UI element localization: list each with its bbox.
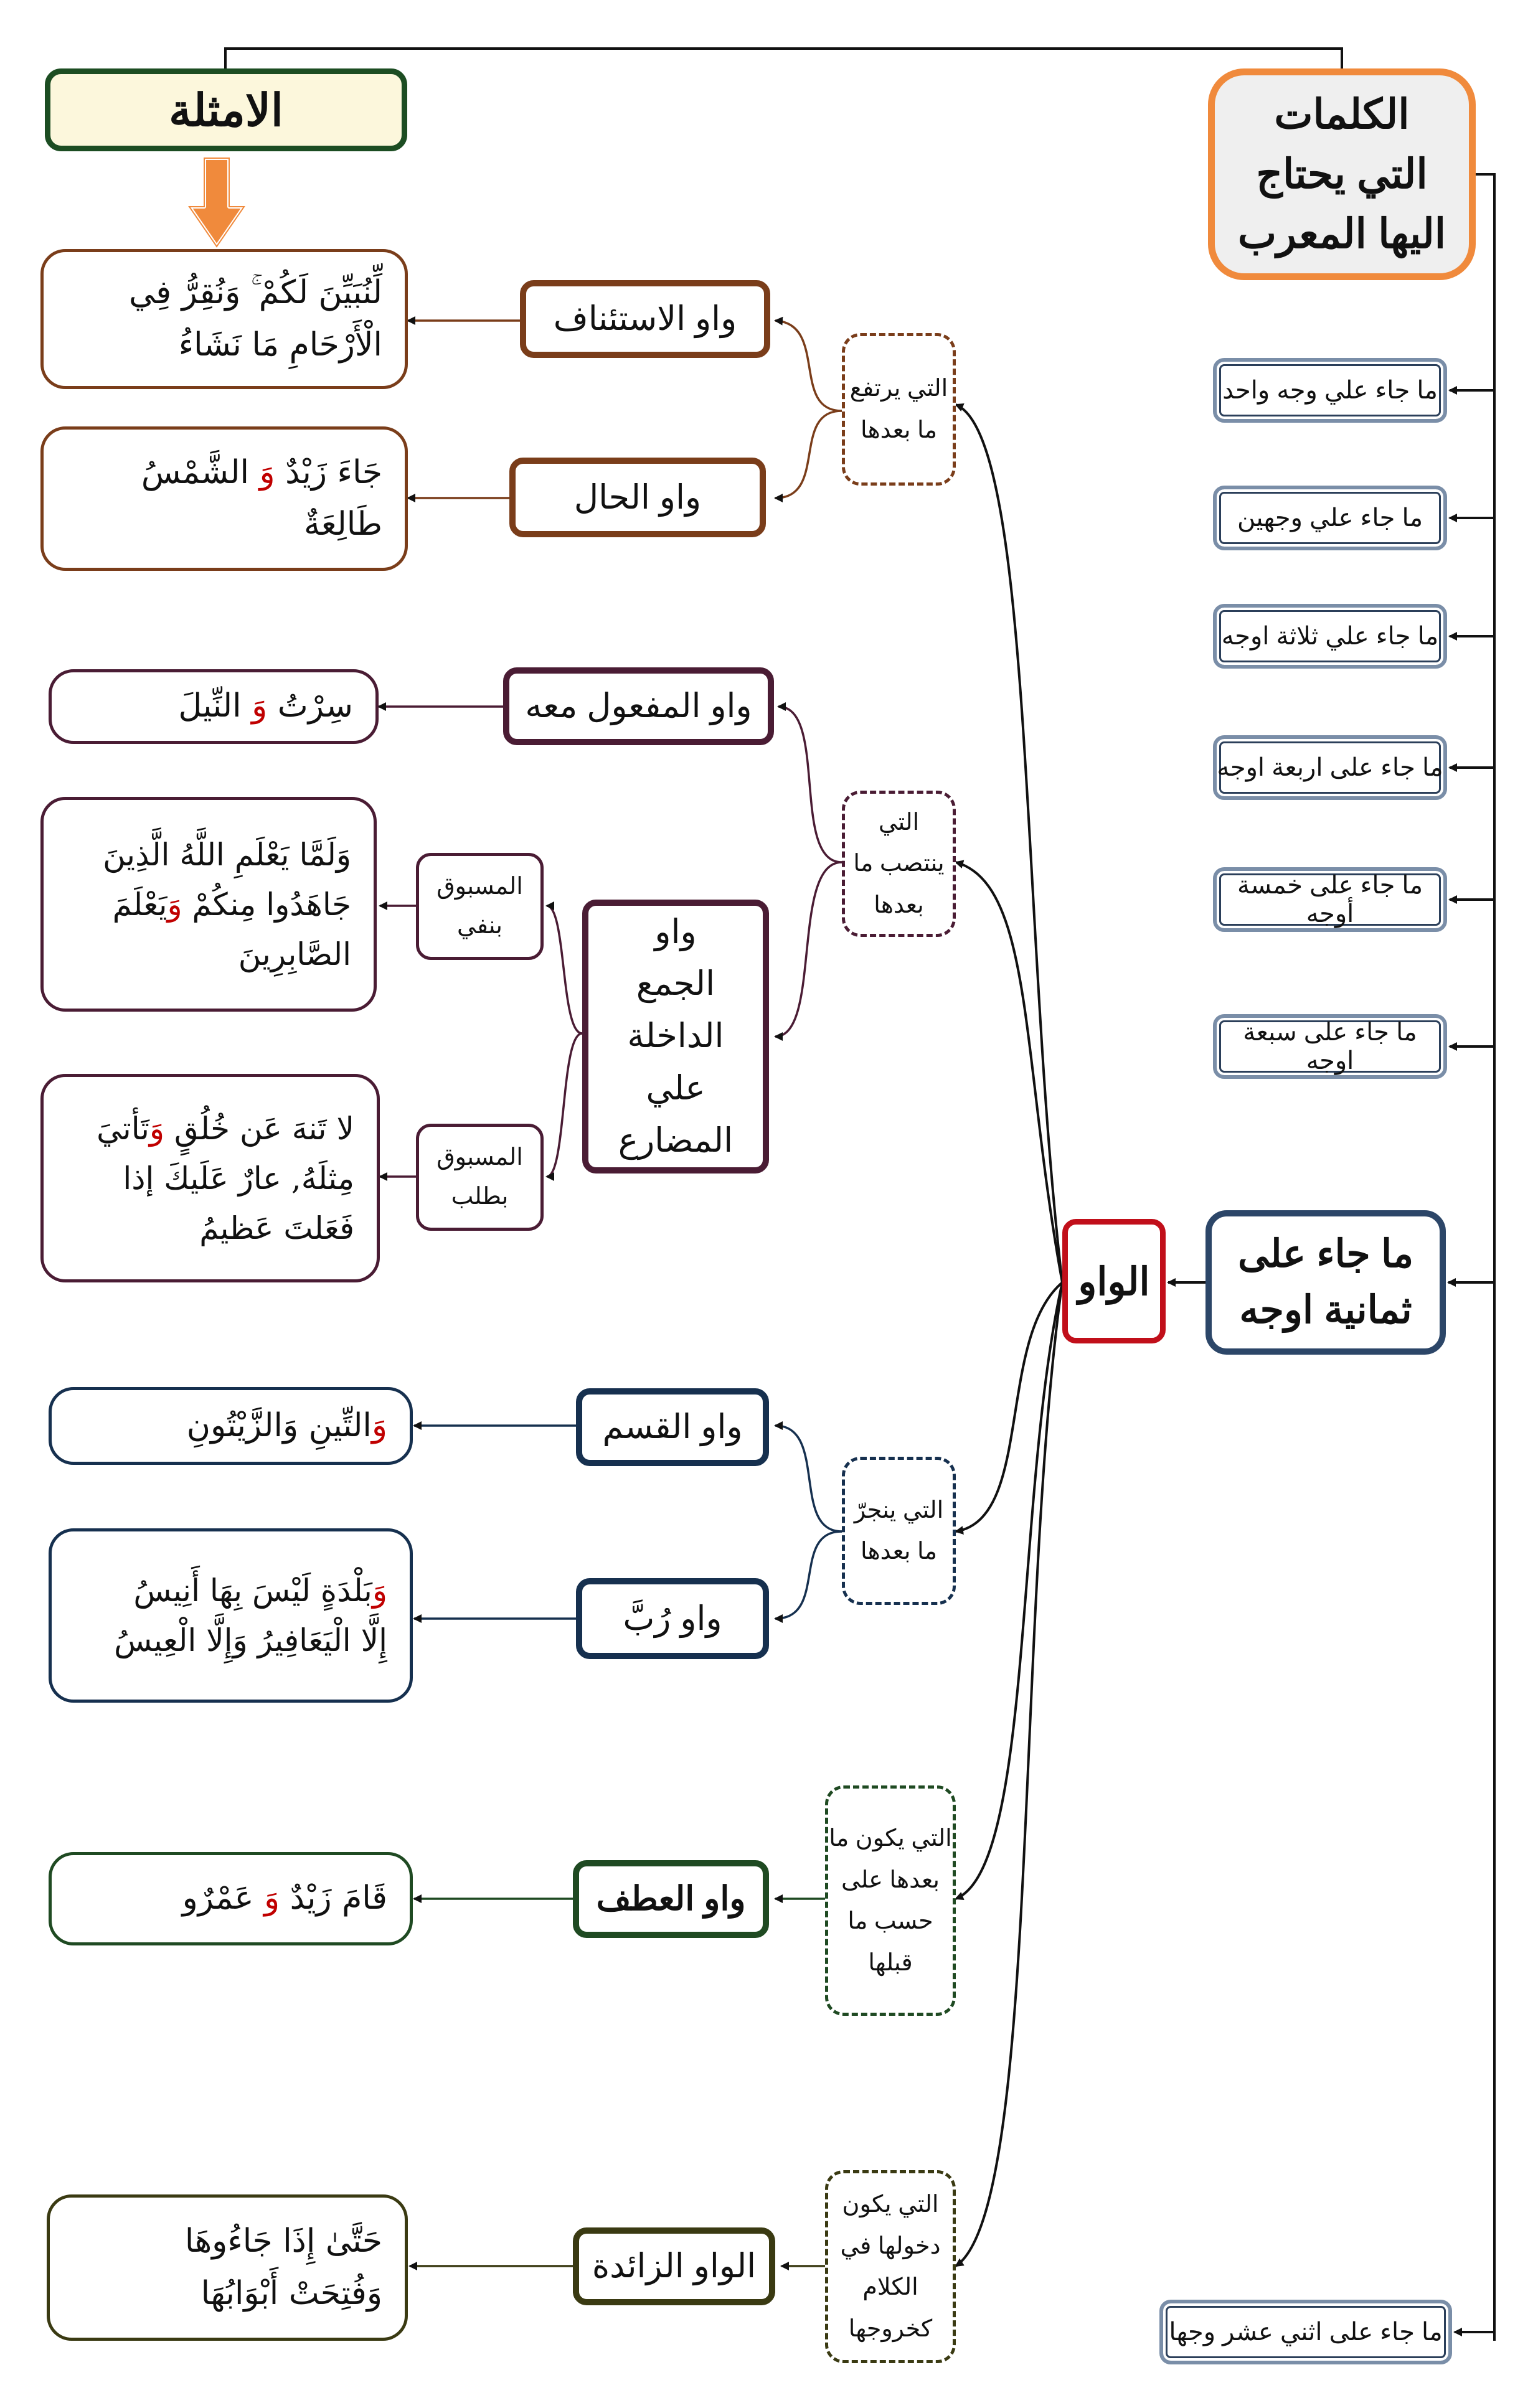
right-spine-line: [1476, 174, 1494, 2341]
example-line: [133, 1566, 387, 1616]
outline-item-four-faces: [1213, 735, 1447, 800]
group-genitive-box: [842, 1457, 956, 1605]
highlighted-waw: وَ: [371, 1406, 387, 1444]
group-raise-box: [842, 333, 956, 486]
example-line: وَفُتِحَتْ أَبْوَابُهَا: [201, 2274, 382, 2312]
example-maful-maahu-box: [49, 669, 379, 744]
example-circumstance-box: [40, 426, 408, 571]
type-resumption-label: واو الاستئناف: [553, 300, 737, 338]
example-oath-box: [49, 1387, 413, 1465]
outline-item-label: ما جاء على اربعة اوجه: [1217, 754, 1443, 781]
example-line: فَعَلتَ عَظيمُ: [199, 1210, 354, 1246]
example-text: سِرْتُ: [267, 687, 353, 725]
outline-item-two-faces: [1213, 486, 1447, 550]
eight-faces-box: [1205, 1210, 1446, 1355]
group-extra-label: التي يكون دخولها في الكلام كخروجها: [840, 2191, 941, 2342]
type-jam-mudari-box: [582, 900, 769, 1173]
condition-talab-box: [416, 1124, 544, 1231]
outline-item-label: ما جاء علي ثلاثة اوجه: [1221, 623, 1439, 650]
condition-nafy-box: [416, 853, 544, 960]
group-accusative-box: [842, 791, 956, 937]
example-line: [179, 680, 353, 732]
example-line: [141, 447, 382, 499]
highlighted-waw: وَ: [259, 453, 275, 491]
example-line: حَتَّىٰ إِذَا جَاءُوهَا: [184, 2222, 382, 2260]
outline-item-label: ما جاء على اثني عشر وجها: [1169, 2318, 1443, 2346]
type-oath-label: واو القسم: [602, 1408, 743, 1446]
outline-item-seven-faces: [1213, 1014, 1447, 1079]
example-text: النِّيلَ: [178, 687, 252, 725]
type-rubba-box: [576, 1578, 769, 1659]
example-text: الشَّمْسُ: [141, 453, 260, 491]
example-line: الْأَرْحَامِ مَا نَشَاءُ: [178, 326, 382, 364]
examples-title-label: الامثلة: [169, 85, 283, 136]
type-resumption-box: [520, 280, 770, 358]
outline-item-one-face: [1213, 358, 1447, 423]
condition-talab-label: المسبوق بطلب: [436, 1144, 523, 1210]
type-extra-label: الواو الزائدة: [592, 2247, 757, 2285]
example-line: إِلَّا الْيَعَافِيرُ وَإِلَّا الْعِيسُ: [114, 1622, 387, 1658]
topic-box: [1208, 68, 1476, 280]
waw-center-label: الواو: [1078, 1260, 1150, 1304]
example-text: لا تَنهَ عَن خُلُقٍ: [164, 1110, 354, 1147]
example-extra-box: [47, 2194, 408, 2341]
outline-item-three-faces: [1213, 604, 1447, 669]
example-resumption-box: [40, 249, 408, 389]
highlighted-waw: وَ: [372, 1573, 387, 1609]
eight-faces-label: ما جاء على ثمانية اوجه: [1237, 1233, 1414, 1332]
outline-item-five-faces: [1213, 867, 1447, 932]
type-conjunction-label: واو العطف: [596, 1880, 746, 1918]
example-text: تَأتيَ: [97, 1110, 149, 1147]
outline-item-twelve-faces: [1159, 2300, 1452, 2364]
group-accusative-label: التي ينتصب ما بعدها: [853, 809, 945, 918]
example-text: التِّينِ وَالزَّيْتُونِ: [186, 1406, 372, 1444]
example-line: طَالِعَةٌ: [303, 506, 382, 543]
example-text: قَامَ زَيْدٌ: [280, 1879, 387, 1917]
examples-title-box: [45, 68, 407, 151]
example-text: جَاءَ زَيْدٌ: [275, 453, 382, 491]
highlighted-waw: وَ: [149, 1110, 165, 1147]
type-maful-maahu-label: واو المفعول معه: [525, 687, 752, 725]
highlighted-waw: وَ: [264, 1879, 280, 1917]
example-line: مِثلَهُ, عارٌ عَلَيكَ إذا: [123, 1160, 354, 1197]
down-arrow-icon: [186, 156, 248, 249]
group-follow-box: [825, 1785, 956, 2016]
group-extra-box: [825, 2170, 956, 2363]
type-rubba-label: واو رُبَّ: [623, 1599, 722, 1637]
example-text: عَمْرٌو: [182, 1879, 265, 1917]
example-text: جَاهَدُوا مِنكُمْ: [182, 886, 351, 923]
highlighted-waw: وَ: [167, 886, 182, 923]
example-text: يَعْلَمَ: [112, 886, 167, 923]
condition-nafy-label: المسبوق بنفي: [436, 873, 523, 939]
example-rubba-box: [49, 1528, 413, 1703]
example-line: [182, 1873, 387, 1924]
type-circumstance-label: واو الحال: [573, 478, 702, 516]
waw-center-box: [1062, 1219, 1166, 1343]
type-extra-box: [573, 2227, 775, 2305]
outline-item-label: ما جاء علي وجهين: [1237, 504, 1423, 532]
highlighted-waw: وَ: [252, 687, 268, 725]
example-line: [113, 880, 351, 929]
outline-item-label: ما جاء علي وجه واحد: [1222, 377, 1438, 404]
type-conjunction-box: [573, 1860, 769, 1938]
example-line: لِّنُبَيِّنَ لَكُمْ ۚ وَنُقِرُّ فِي: [128, 274, 382, 312]
header-bracket-line: [225, 49, 1342, 68]
group-follow-label: التي يكون ما بعدها على حسب ما قبلها: [829, 1825, 952, 1976]
example-line: [97, 1104, 354, 1154]
outline-item-label: ما جاء على سبعة اوجه: [1243, 1018, 1417, 1075]
example-talab-box: [40, 1074, 380, 1282]
group-raise-label: التي يرتفع ما بعدها: [849, 375, 948, 443]
outline-item-label: ما جاء على خمسة أوجه: [1237, 872, 1423, 928]
example-line: [187, 1400, 387, 1452]
example-nafy-box: [40, 797, 377, 1012]
example-conjunction-box: [49, 1852, 413, 1945]
type-oath-box: [576, 1388, 769, 1466]
type-maful-maahu-box: [503, 667, 774, 745]
group-genitive-label: التي ينجرّ ما بعدها: [854, 1497, 944, 1564]
type-jam-mudari-label: واو الجمع الداخلة علي المضارع: [618, 913, 734, 1159]
type-circumstance-box: [509, 458, 766, 537]
example-line: الصَّابِرِينَ: [238, 936, 351, 972]
topic-label: الكلمات التي يحتاج اليها المعرب: [1237, 91, 1446, 256]
example-text: بَلْدَةٍ لَيْسَ بِهَا أَنِيسُ: [133, 1573, 372, 1609]
example-line: وَلَمَّا يَعْلَمِ اللَّهُ الَّذِينَ: [103, 836, 351, 873]
